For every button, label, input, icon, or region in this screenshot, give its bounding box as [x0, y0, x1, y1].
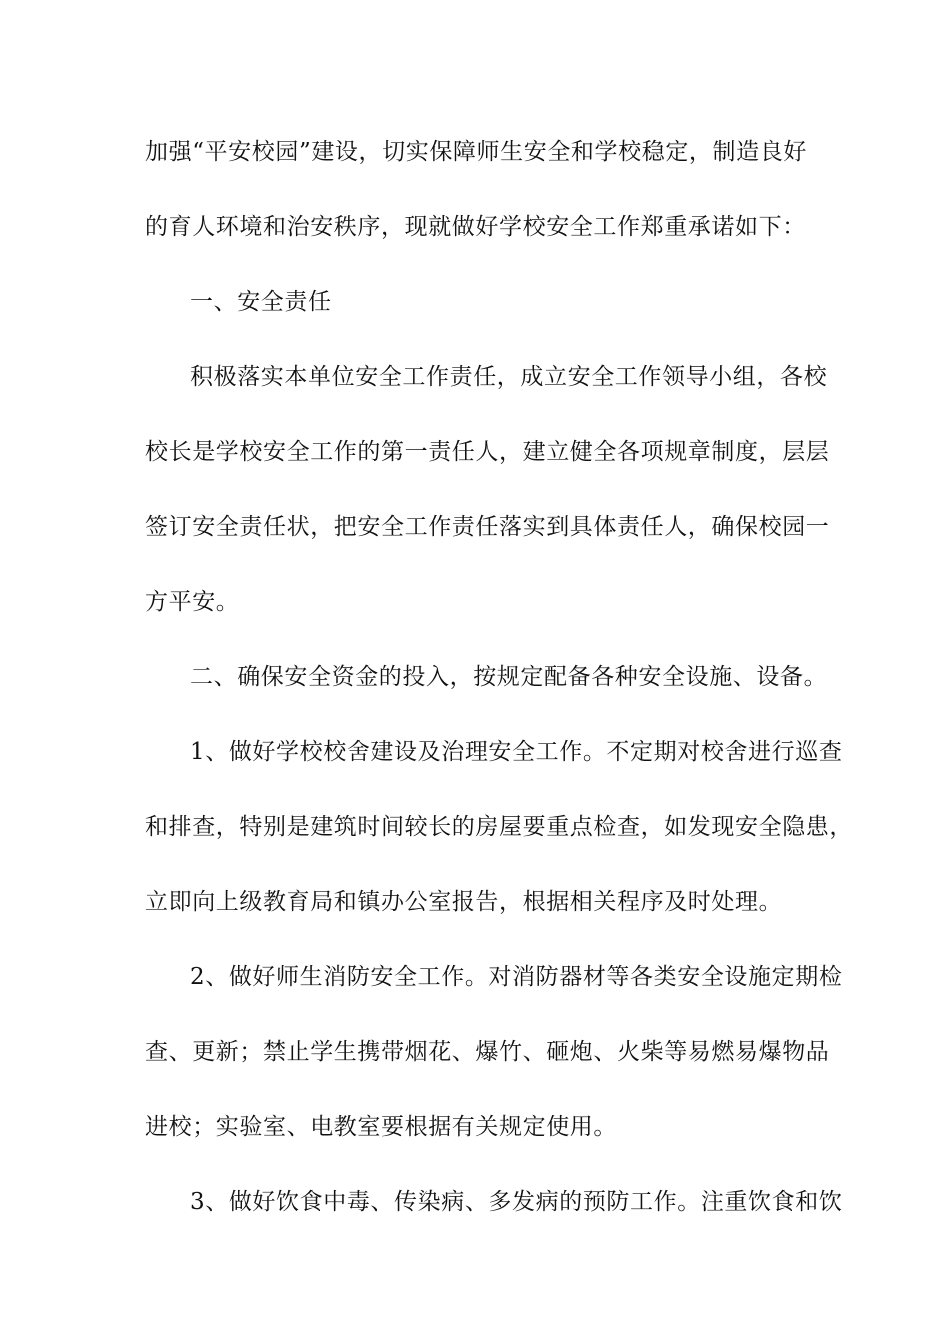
paragraph-line: 签订安全责任状，把安全工作责任落实到具体责任人，确保校园一 [145, 514, 830, 540]
paragraph-line: 校长是学校安全工作的第一责任人，建立健全各项规章制度，层层 [145, 439, 830, 465]
section-heading: 一、安全责任 [190, 289, 332, 315]
paragraph-line: 积极落实本单位安全工作责任，成立安全工作领导小组，各校 [190, 364, 828, 390]
paragraph-line: 和排查，特别是建筑时间较长的房屋要重点检查，如发现安全隐患， [145, 814, 853, 840]
paragraph-line: 3、做好饮食中毒、传染病、多发病的预防工作。注重饮食和饮 [190, 1189, 843, 1215]
paragraph-line: 查、更新；禁止学生携带烟花、爆竹、砸炮、火柴等易燃易爆物品 [145, 1039, 830, 1065]
paragraph-line: 进校；实验室、电教室要根据有关规定使用。 [145, 1114, 617, 1140]
paragraph-line: 加强“平安校园”建设，切实保障师生安全和学校稳定，制造良好 [145, 139, 807, 165]
paragraph-line: 的育人环境和治安秩序，现就做好学校安全工作郑重承诺如下： [145, 214, 806, 240]
section-heading: 二、确保安全资金的投入，按规定配备各种安全设施、设备。 [190, 664, 828, 690]
paragraph-line: 1、做好学校校舍建设及治理安全工作。不定期对校舍进行巡查 [190, 739, 843, 765]
paragraph-line: 方平安。 [145, 589, 240, 615]
paragraph-line: 立即向上级教育局和镇办公室报告，根据相关程序及时处理。 [145, 889, 783, 915]
paragraph-line: 2、做好师生消防安全工作。对消防器材等各类安全设施定期检 [190, 964, 843, 990]
